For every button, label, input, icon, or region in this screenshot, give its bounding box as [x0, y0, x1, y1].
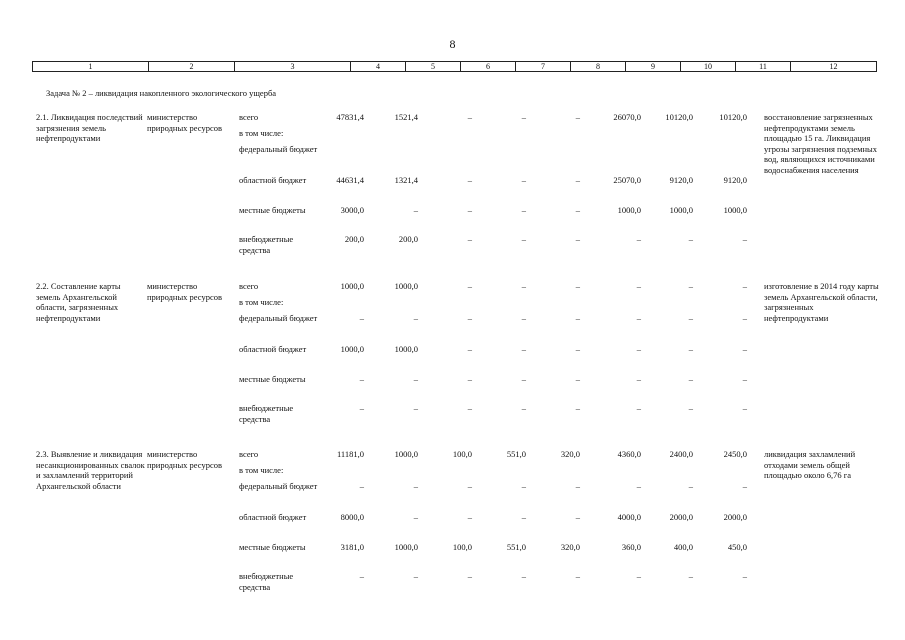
- funding-value: 47831,4: [336, 112, 364, 122]
- funding-value: –: [413, 205, 418, 215]
- funding-value: –: [521, 512, 526, 522]
- funding-value: 360,0: [621, 542, 641, 552]
- column-number: 9: [626, 62, 681, 72]
- column-number-header: [32, 61, 877, 72]
- funding-value: –: [521, 403, 526, 413]
- funding-value: 400,0: [673, 542, 693, 552]
- funding-value: 2400,0: [669, 449, 693, 459]
- funding-value: –: [636, 344, 641, 354]
- column-number: 1: [33, 62, 149, 72]
- funding-value: –: [688, 571, 693, 581]
- funding-value: –: [575, 512, 580, 522]
- funding-value: –: [636, 571, 641, 581]
- funding-source-label: областной бюджет: [239, 344, 307, 354]
- funding-source-label: в том числе:: [239, 465, 284, 475]
- funding-value: –: [521, 175, 526, 185]
- funding-value: –: [742, 374, 747, 384]
- funding-source-label: областной бюджет: [239, 512, 307, 522]
- funding-value: 9120,0: [669, 175, 693, 185]
- funding-value: 2000,0: [669, 512, 693, 522]
- funding-value: –: [413, 374, 418, 384]
- funding-value: 1000,0: [617, 205, 641, 215]
- funding-source-label: всего: [239, 281, 259, 291]
- section-result: изготовление в 2014 году карты земель Архангельской области, загрязненных нефтепродуктами: [764, 281, 879, 323]
- funding-value: 1521,4: [394, 112, 418, 122]
- section-title: 2.2. Составление карты земель Архангельской области, загрязненных нефтепродуктами: [36, 281, 121, 323]
- funding-source-label: федеральный бюджет: [239, 481, 318, 491]
- funding-value: –: [636, 374, 641, 384]
- task-title: Задача № 2 – ликвидация накопленного экологического ущерба: [46, 88, 277, 98]
- funding-value: –: [413, 481, 418, 491]
- funding-value: –: [688, 344, 693, 354]
- funding-value: –: [742, 344, 747, 354]
- column-number: 5: [406, 62, 461, 72]
- funding-source-label: областной бюджет: [239, 175, 307, 185]
- funding-value: 200,0: [344, 234, 364, 244]
- funding-value: 8000,0: [340, 512, 364, 522]
- funding-value: –: [467, 281, 472, 291]
- funding-value: –: [688, 281, 693, 291]
- funding-value: –: [521, 281, 526, 291]
- funding-value: –: [636, 313, 641, 323]
- funding-value: –: [467, 313, 472, 323]
- column-number: 2: [149, 62, 235, 72]
- funding-value: 26070,0: [613, 112, 641, 122]
- funding-value: –: [521, 234, 526, 244]
- funding-value: –: [575, 344, 580, 354]
- section-title: 2.3. Выявление и ликвидация несанкционированных свалок и захламлений территорий Архангельской области: [36, 449, 145, 491]
- funding-value: –: [467, 403, 472, 413]
- section-result: восстановление загрязненных нефтепродуктами земель площадью 15 га. Ликвидация угрозы загрязнения подземных вод, являющихся источниками водоснабжения населения: [764, 112, 878, 175]
- section-result: ликвидация захламлений отходами земель общей площадью около 6,76 га: [764, 449, 856, 480]
- funding-source-label: федеральный бюджет: [239, 313, 318, 323]
- funding-value: –: [636, 481, 641, 491]
- funding-value: –: [467, 205, 472, 215]
- funding-value: –: [359, 403, 364, 413]
- funding-source-label: федеральный бюджет: [239, 144, 318, 154]
- funding-value: –: [467, 175, 472, 185]
- funding-value: 2450,0: [723, 449, 747, 459]
- funding-value: 200,0: [398, 234, 418, 244]
- funding-source-label: местные бюджеты: [239, 542, 306, 552]
- funding-value: –: [413, 512, 418, 522]
- funding-value: 10120,0: [719, 112, 747, 122]
- section-executor: министерство природных ресурсов: [147, 449, 222, 470]
- funding-value: 9120,0: [723, 175, 747, 185]
- funding-value: –: [521, 313, 526, 323]
- funding-source-label: местные бюджеты: [239, 205, 306, 215]
- funding-value: –: [688, 374, 693, 384]
- funding-value: 44631,4: [336, 175, 364, 185]
- funding-value: –: [636, 281, 641, 291]
- funding-value: 1321,4: [394, 175, 418, 185]
- funding-value: –: [521, 571, 526, 581]
- funding-source-label: в том числе:: [239, 297, 284, 307]
- funding-value: –: [359, 481, 364, 491]
- funding-value: –: [413, 571, 418, 581]
- funding-value: 10120,0: [665, 112, 693, 122]
- funding-value: –: [359, 313, 364, 323]
- funding-value: 100,0: [452, 542, 472, 552]
- funding-value: –: [521, 481, 526, 491]
- funding-source-label: всего: [239, 112, 259, 122]
- funding-value: 100,0: [452, 449, 472, 459]
- funding-value: –: [521, 344, 526, 354]
- funding-value: 1000,0: [394, 344, 418, 354]
- funding-value: –: [413, 403, 418, 413]
- page-number: 8: [449, 37, 456, 51]
- funding-value: 1000,0: [394, 542, 418, 552]
- column-number: 12: [791, 62, 877, 72]
- funding-value: –: [742, 313, 747, 323]
- funding-source-label: внебюджетные средства: [239, 234, 294, 255]
- funding-value: –: [742, 571, 747, 581]
- funding-value: –: [575, 403, 580, 413]
- column-number: 11: [736, 62, 791, 72]
- column-number: 7: [516, 62, 571, 72]
- funding-value: –: [575, 112, 580, 122]
- funding-value: –: [575, 205, 580, 215]
- funding-value: 1000,0: [394, 449, 418, 459]
- funding-value: –: [467, 234, 472, 244]
- funding-value: –: [413, 313, 418, 323]
- funding-source-label: внебюджетные средства: [239, 571, 294, 592]
- funding-value: –: [575, 374, 580, 384]
- funding-value: 1000,0: [394, 281, 418, 291]
- funding-value: –: [688, 313, 693, 323]
- funding-value: 4000,0: [617, 512, 641, 522]
- funding-value: 1000,0: [723, 205, 747, 215]
- funding-value: 1000,0: [669, 205, 693, 215]
- funding-value: –: [742, 403, 747, 413]
- funding-value: –: [359, 374, 364, 384]
- section-title: 2.1. Ликвидация последствий загрязнения земель нефтепродуктами: [36, 112, 143, 143]
- funding-value: –: [636, 403, 641, 413]
- funding-value: –: [742, 281, 747, 291]
- column-number: 8: [571, 62, 626, 72]
- funding-value: 4360,0: [617, 449, 641, 459]
- funding-value: –: [688, 234, 693, 244]
- funding-source-label: местные бюджеты: [239, 374, 306, 384]
- funding-value: –: [467, 374, 472, 384]
- funding-source-label: внебюджетные средства: [239, 403, 294, 424]
- funding-value: –: [575, 571, 580, 581]
- funding-value: –: [467, 481, 472, 491]
- funding-value: –: [575, 175, 580, 185]
- funding-value: –: [575, 234, 580, 244]
- funding-value: –: [575, 281, 580, 291]
- column-number: 10: [681, 62, 736, 72]
- funding-source-label: в том числе:: [239, 128, 284, 138]
- funding-value: –: [521, 205, 526, 215]
- funding-value: –: [521, 374, 526, 384]
- funding-value: –: [467, 112, 472, 122]
- funding-value: –: [688, 481, 693, 491]
- funding-value: 551,0: [506, 542, 526, 552]
- funding-value: 1000,0: [340, 281, 364, 291]
- column-number: 3: [235, 62, 351, 72]
- funding-value: 25070,0: [613, 175, 641, 185]
- funding-value: 2000,0: [723, 512, 747, 522]
- funding-value: –: [742, 481, 747, 491]
- funding-value: 11181,0: [337, 449, 364, 459]
- funding-value: –: [467, 512, 472, 522]
- funding-value: 450,0: [727, 542, 747, 552]
- funding-value: –: [521, 112, 526, 122]
- funding-value: 320,0: [560, 542, 580, 552]
- funding-value: –: [359, 571, 364, 581]
- funding-value: –: [467, 344, 472, 354]
- section-executor: министерство природных ресурсов: [147, 281, 222, 302]
- section-executor: министерство природных ресурсов: [147, 112, 222, 133]
- funding-value: –: [742, 234, 747, 244]
- funding-source-label: всего: [239, 449, 259, 459]
- funding-value: –: [575, 313, 580, 323]
- funding-value: 3181,0: [340, 542, 364, 552]
- funding-value: –: [575, 481, 580, 491]
- funding-value: 3000,0: [340, 205, 364, 215]
- column-number: 4: [351, 62, 406, 72]
- funding-value: –: [688, 403, 693, 413]
- funding-value: –: [467, 571, 472, 581]
- column-number: 6: [461, 62, 516, 72]
- funding-value: 320,0: [560, 449, 580, 459]
- funding-value: 1000,0: [340, 344, 364, 354]
- funding-value: –: [636, 234, 641, 244]
- funding-value: 551,0: [506, 449, 526, 459]
